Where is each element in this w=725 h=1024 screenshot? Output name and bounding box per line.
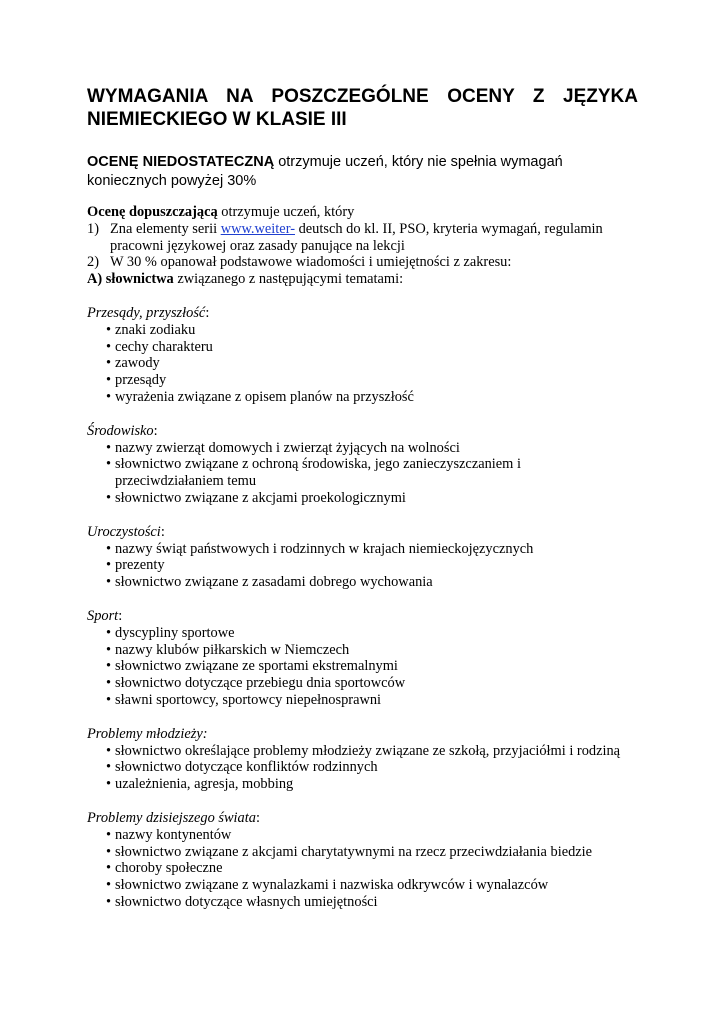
list-item: • nazwy kontynentów <box>87 827 647 844</box>
topic-list <box>87 322 647 406</box>
list-item: • słownictwo związane ze sportami ekstremalnymi <box>87 658 647 675</box>
requirement-item-1 <box>87 221 647 255</box>
topic-title: Środowisko <box>87 422 154 439</box>
list-item: • sławni sportowcy, sportowcy niepełnosprawni <box>87 692 647 709</box>
topic-heading <box>87 423 647 440</box>
list-item: • choroby społeczne <box>87 860 647 877</box>
topic-suffix: : <box>153 422 158 439</box>
pass-grade-intro <box>87 204 647 221</box>
vocabulary-label: A) słownictwa <box>87 271 174 288</box>
requirement-2-text: W 30 % opanował podstawowe wiadomości i umiejętności z zakresu: <box>110 254 512 271</box>
requirement-item-2 <box>87 254 647 271</box>
pass-grade-text: otrzymuje uczeń, który <box>217 204 355 220</box>
topic-suffix: : <box>205 304 210 321</box>
fail-grade-text-1: otrzymuje uczeń, który nie spełnia wymagań <box>274 154 563 170</box>
topic-title: Problemy młodzieży: <box>87 725 208 742</box>
topic-heading <box>87 305 647 322</box>
list-item: • nazwy klubów piłkarskich w Niemczech <box>87 642 647 659</box>
topic-section-przesady <box>87 305 647 406</box>
topic-suffix: : <box>255 809 260 826</box>
topic-list <box>87 827 647 911</box>
pass-grade-label: Ocenę dopuszczającą <box>87 204 218 220</box>
topic-title: Przesądy, przyszłość <box>87 304 206 321</box>
list-item: • nazwy zwierząt domowych i zwierząt żyjących na wolności <box>87 440 647 457</box>
list-item: • prezenty <box>87 557 647 574</box>
document-title <box>87 85 638 131</box>
requirement-1-text-b: deutsch do kl. II, PSO, kryteria wymagań, regulamin <box>295 220 603 237</box>
topic-section-problemy-mlodziezy <box>87 726 647 793</box>
vocabulary-text: związanego z następującymi tematami: <box>173 271 404 288</box>
topic-section-problemy-swiata <box>87 810 647 911</box>
list-item: • dyscypliny sportowe <box>87 625 647 642</box>
fail-grade-text-2: koniecznych powyżej 30% <box>87 173 257 189</box>
pass-grade-block <box>87 204 647 911</box>
topic-list <box>87 440 647 507</box>
list-item: • słownictwo związane z akcjami proekologicznymi <box>87 490 647 507</box>
topic-title: Uroczystości <box>87 523 161 540</box>
topic-list <box>87 541 647 591</box>
list-item: • uzależnienia, agresja, mobbing <box>87 776 647 793</box>
topic-title: Sport <box>87 607 119 624</box>
list-item: • wyrażenia związane z opisem planów na przyszłość <box>87 389 647 406</box>
topic-list <box>87 625 647 709</box>
list-item: • słownictwo dotyczące własnych umiejętności <box>87 894 647 911</box>
topic-title: Problemy dzisiejszego świata <box>87 809 256 826</box>
list-item <box>87 456 647 490</box>
list-item: • słownictwo dotyczące konfliktów rodzinnych <box>87 759 647 776</box>
topic-heading <box>87 810 647 827</box>
list-item: • słownictwo związane z wynalazkami i nazwiska odkrywców i wynalazców <box>87 877 647 894</box>
list-item: • znaki zodiaku <box>87 322 647 339</box>
fail-grade-paragraph <box>87 153 647 191</box>
list-item: • słownictwo związane z akcjami charytatywnymi na rzecz przeciwdziałania biedzie <box>87 844 647 861</box>
topic-heading <box>87 524 647 541</box>
topic-suffix: : <box>160 523 165 540</box>
topic-section-uroczystosci <box>87 524 647 591</box>
topic-list <box>87 743 647 793</box>
requirement-1-text-c: pracowni językowej oraz zasady panujące na lekcji <box>110 237 405 254</box>
topic-suffix: : <box>118 607 123 624</box>
list-item: • przesądy <box>87 372 647 389</box>
requirement-number-1: 1) <box>87 220 99 237</box>
title-line-2: NIEMIECKIEGO W KLASIE III <box>87 109 347 130</box>
list-item-line-2: przeciwdziałaniem temu <box>115 473 257 490</box>
list-item-line-1: słownictwo związane z ochroną środowiska, jego zanieczyszczaniem i <box>115 456 521 473</box>
topic-heading <box>87 608 647 625</box>
topic-section-sport <box>87 608 647 709</box>
title-line-1: WYMAGANIA NA POSZCZEGÓLNE OCENY Z JĘZYKA <box>87 86 638 107</box>
list-item: • słownictwo określające problemy młodzieży związane ze szkołą, przyjaciółmi i rodziną <box>87 743 647 760</box>
requirement-1-text-a: Zna elementy serii <box>110 220 221 237</box>
list-item: • nazwy świąt państwowych i rodzinnych w krajach niemieckojęzycznych <box>87 541 647 558</box>
list-item: • słownictwo związane z zasadami dobrego wychowania <box>87 574 647 591</box>
vocabulary-heading <box>87 271 647 288</box>
weiter-link[interactable]: www.weiter- <box>220 220 295 237</box>
topic-section-srodowisko <box>87 423 647 507</box>
topic-heading <box>87 726 647 743</box>
fail-grade-label: OCENĘ NIEDOSTATECZNĄ <box>87 154 275 170</box>
list-item: • zawody <box>87 355 647 372</box>
requirement-number-2: 2) <box>87 254 99 271</box>
list-item: • słownictwo dotyczące przebiegu dnia sportowców <box>87 675 647 692</box>
list-item: • cechy charakteru <box>87 339 647 356</box>
